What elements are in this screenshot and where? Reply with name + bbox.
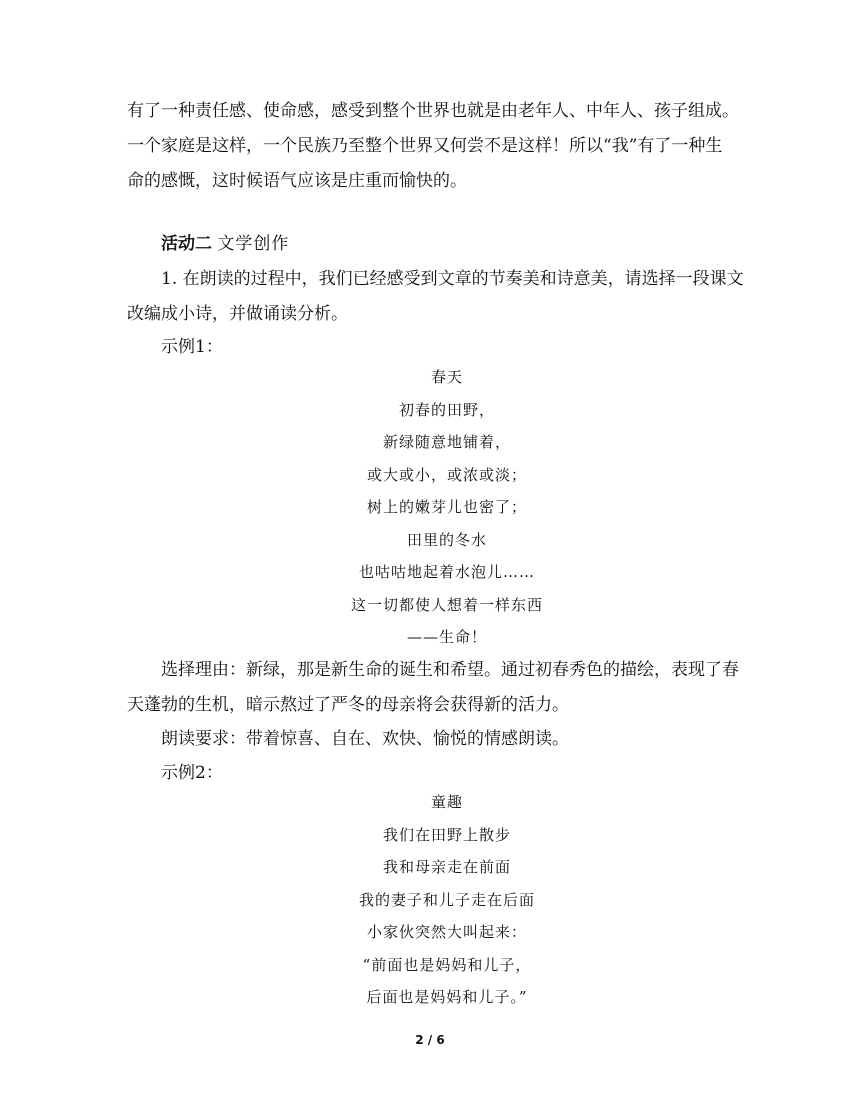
poem-line: 或大或小，或浓或淡；	[366, 465, 527, 484]
poem-line: 后面也是妈妈和儿子。”	[366, 988, 528, 1006]
poem-line: 我们在田野上散步	[382, 825, 511, 844]
poem-line: 春天	[430, 368, 463, 386]
page-number: 2 / 6	[415, 1033, 445, 1047]
poem-line: 我和母亲走在前面	[382, 858, 511, 876]
example2-poem	[127, 786, 767, 1014]
poem-line: 田里的冬水	[406, 530, 487, 549]
poem-line: ——生命！	[406, 628, 487, 646]
activity-subtitle: 文学创作	[217, 234, 290, 254]
example1-reading: 朗读要求：带着惊喜、自在、欢快、愉悦的情感朗读。	[161, 729, 569, 749]
activity-heading	[127, 227, 767, 262]
activity-title: 活动二	[161, 234, 212, 254]
poem-line: 也咕咕地起着水泡儿……	[358, 563, 535, 581]
poem-line: 童趣	[430, 793, 463, 811]
poem-line: “前面也是妈妈和儿子，	[362, 955, 532, 974]
poem-line: 初春的田野，	[398, 400, 495, 419]
poem-line: 树上的嫩芽儿也密了；	[366, 498, 527, 516]
poem-line: 新绿随意地铺着，	[382, 433, 511, 451]
intro-paragraph	[127, 94, 767, 199]
task-line: 1. 在朗读的过程中，我们已经感受到文章的节奏美和诗意美，请选择一段课文	[161, 269, 744, 289]
intro-line: 有了一种责任感、使命感，感受到整个世界也就是由老年人、中年人、孩子组成。	[127, 101, 739, 121]
poem-line: 我的妻子和儿子走在后面	[358, 890, 535, 909]
example1-label: 示例1：	[161, 337, 223, 357]
reason-line: 天蓬勃的生机，暗示熬过了严冬的母亲将会获得新的活力。	[127, 695, 569, 715]
poem-line: 这一切都使人想着一样东西	[350, 595, 543, 614]
intro-line: 一个家庭是这样，一个民族乃至整个世界又何尝不是这样！所以“我”有了一种生	[127, 136, 723, 156]
task-line: 改编成小诗，并做诵读分析。	[127, 304, 348, 324]
example1-poem	[127, 361, 767, 654]
intro-line: 命的感慨，这时候语气应该是庄重而愉快的。	[127, 171, 467, 191]
example2-label: 示例2：	[161, 763, 223, 783]
poem-line: 小家伙突然大叫起来：	[366, 923, 527, 941]
reason-line: 选择理由：新绿，那是新生命的诞生和希望。通过初春秀色的描绘，表现了春	[161, 660, 739, 680]
task-paragraph	[127, 262, 767, 332]
example1-reason	[127, 653, 767, 723]
